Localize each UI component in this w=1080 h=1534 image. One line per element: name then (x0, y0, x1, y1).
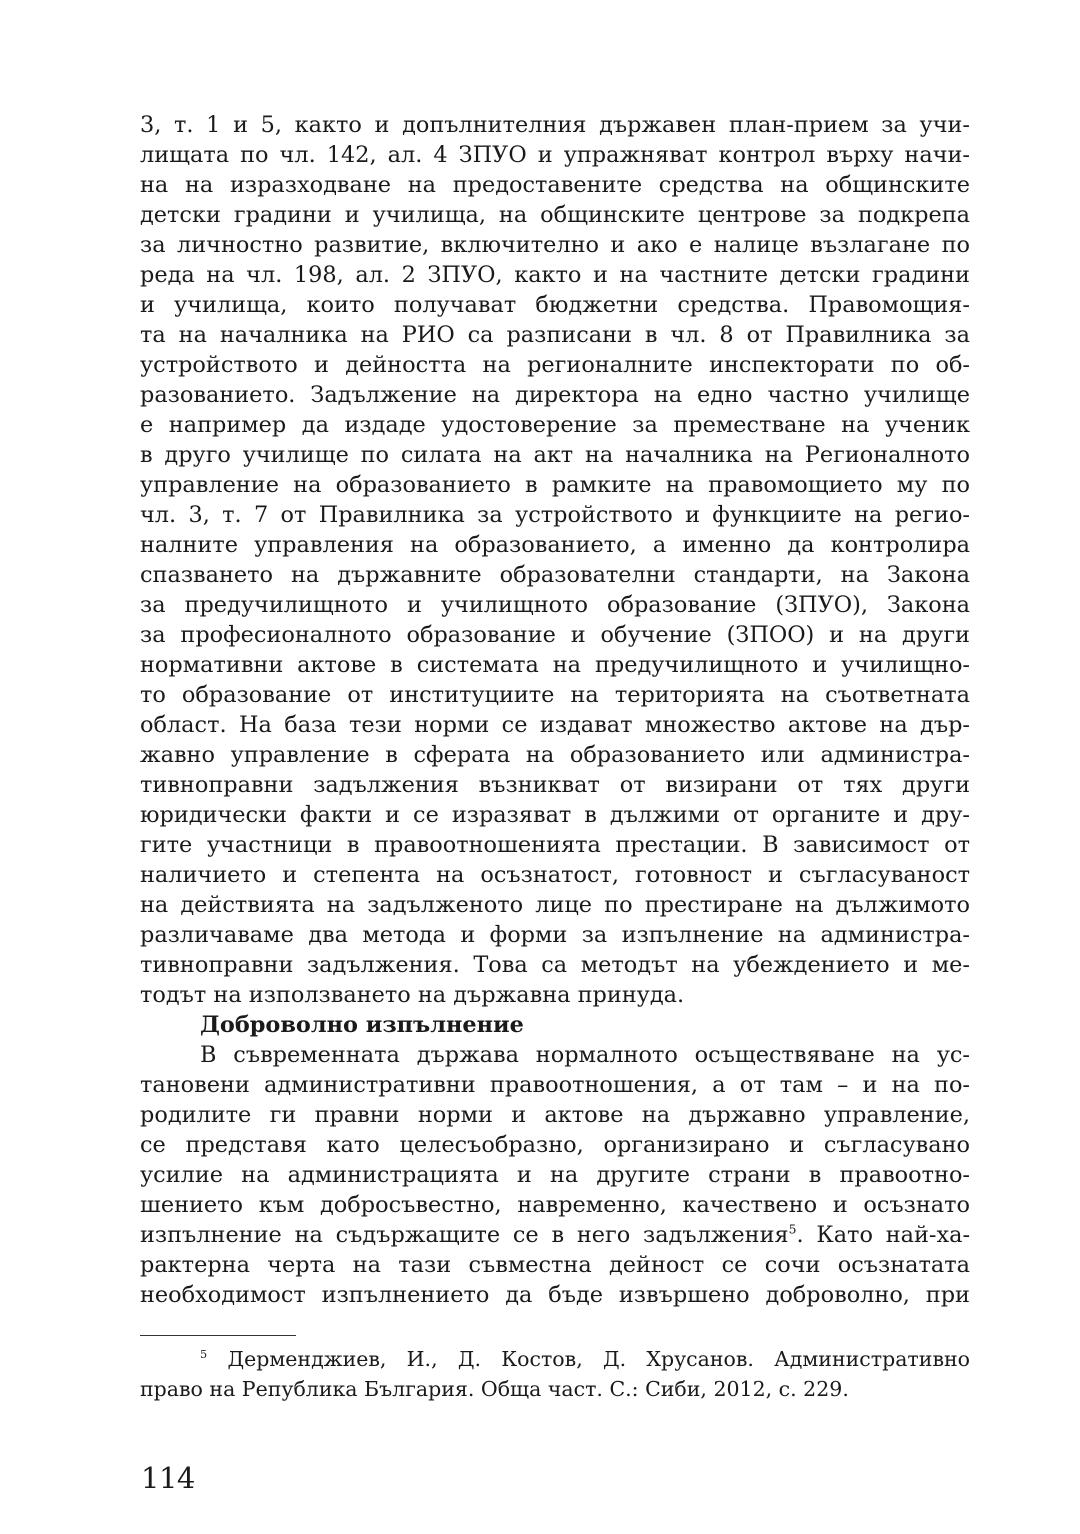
text-line: усилие на администрацията и на другите страни в правоотно- (140, 1162, 970, 1188)
text-line: е например да издаде удостоверение за преместване на ученик (140, 412, 970, 438)
text-line: лищата по чл. 142, ал. 4 ЗПУО и упражняват контрол върху начи- (140, 142, 970, 168)
footnote-divider (140, 1335, 296, 1336)
text-line: тивноправни задължения възникват от визирани от тях други (140, 772, 970, 798)
paragraph-2 (140, 1040, 970, 1220)
text-line: тодът на използването на държавна принуда. (140, 982, 685, 1008)
text-line: на на изразходване на предоставените средства на общинските (140, 172, 970, 198)
text-line: жавно управление в сферата на образованието или администра- (140, 742, 970, 768)
text-line: наличието и степента на осъзнатост, готовност и съгласуваност (140, 862, 970, 888)
text-line: налните управления на образованието, а именно да контролира (140, 532, 970, 558)
paragraph-2-continued (140, 1250, 970, 1310)
footnote-text: Дерменджиев, И., Д. Костов, Д. Хрусанов. Административно (227, 1347, 970, 1371)
text-line: устройството и дейността на регионалните инспекторати по об- (140, 352, 970, 378)
text-line: тановени административни правоотношения, а от там – и на по- (140, 1072, 970, 1098)
main-text (140, 110, 970, 1310)
paragraph-line-with-footnote (140, 1220, 970, 1250)
text-line: тивноправни задължения. Това са методът на убеждението и ме- (140, 952, 970, 978)
text-line: реда на чл. 198, ал. 2 ЗПУО, както и на частните детски градини (140, 262, 970, 288)
text-line: 3, т. 1 и 5, както и допълнителния държавен план-прием за учи- (140, 112, 970, 138)
text-line: та на началника на РИО са разписани в чл. 8 от Правилника за (140, 322, 970, 348)
text-line: необходимост изпълнението да бъде извършено доброволно, при (140, 1282, 970, 1308)
footnote (140, 1344, 970, 1404)
footnote-line (140, 1344, 970, 1374)
text-line: управление на образованието в рамките на правомощието му по (140, 472, 970, 498)
text-line: рактерна черта на тази съвместна дейност се сочи осъзнатата (140, 1252, 970, 1278)
text-line: чл. 3, т. 7 от Правилника за устройството и функциите на регио- (140, 502, 970, 528)
text-line: на действията на задълженото лице по престиране на дължимото (140, 892, 970, 918)
text-line: юридически факти и се изразяват в дължими от органите и дру- (140, 802, 970, 828)
text-line: за личностно развитие, включително и ако е налице възлагане по (140, 232, 970, 258)
paragraph-1 (140, 110, 970, 1010)
footnote-line: право на Република България. Обща част. С.: Сиби, 2012, с. 229. (140, 1377, 849, 1401)
text-line: и училища, които получават бюджетни средства. Правомощия- (140, 292, 970, 318)
text-line: разованието. Задължение на директора на едно частно училище (140, 382, 970, 408)
footnote-number: 5 (200, 1348, 208, 1362)
text-line: за професионалното образование и обучение (ЗПОО) и на други (140, 622, 970, 648)
text-line: шението към добросъвестно, навременно, качествено и осъзнато (140, 1192, 970, 1218)
text-line: нормативни актове в системата на предучилищното и училищно- (140, 652, 970, 678)
text-fragment: изпълнение на съдържащите се в него задължения (140, 1222, 789, 1248)
section-heading: Доброволно изпълнение (200, 1012, 524, 1038)
page-number: 114 (141, 1461, 195, 1495)
text-line: се представя като целесъобразно, организирано и съгласувано (140, 1132, 970, 1158)
text-line: спазването на държавните образователни стандарти, на Закона (140, 562, 970, 588)
text-line: В съвременната държава нормалното осъществяване на ус- (200, 1042, 970, 1068)
text-line: гите участници в правоотношенията престации. В зависимост от (140, 832, 970, 858)
text-line: то образование от институциите на територията на съответната (140, 682, 970, 708)
text-line: детски градини и училища, на общинските центрове за подкрепа (140, 202, 970, 228)
text-line: в друго училище по силата на акт на началника на Регионалното (140, 442, 970, 468)
text-fragment: . Като най-ха- (796, 1222, 970, 1248)
footnote-reference[interactable]: 5 (788, 1222, 797, 1237)
text-line: област. На база тези норми се издават множество актове на дър- (140, 712, 970, 738)
text-line: различаваме два метода и форми за изпълнение на администра- (140, 922, 970, 948)
text-line: родилите ги правни норми и актове на държавно управление, (140, 1102, 970, 1128)
text-line: за предучилищното и училищното образование (ЗПУО), Закона (140, 592, 970, 618)
